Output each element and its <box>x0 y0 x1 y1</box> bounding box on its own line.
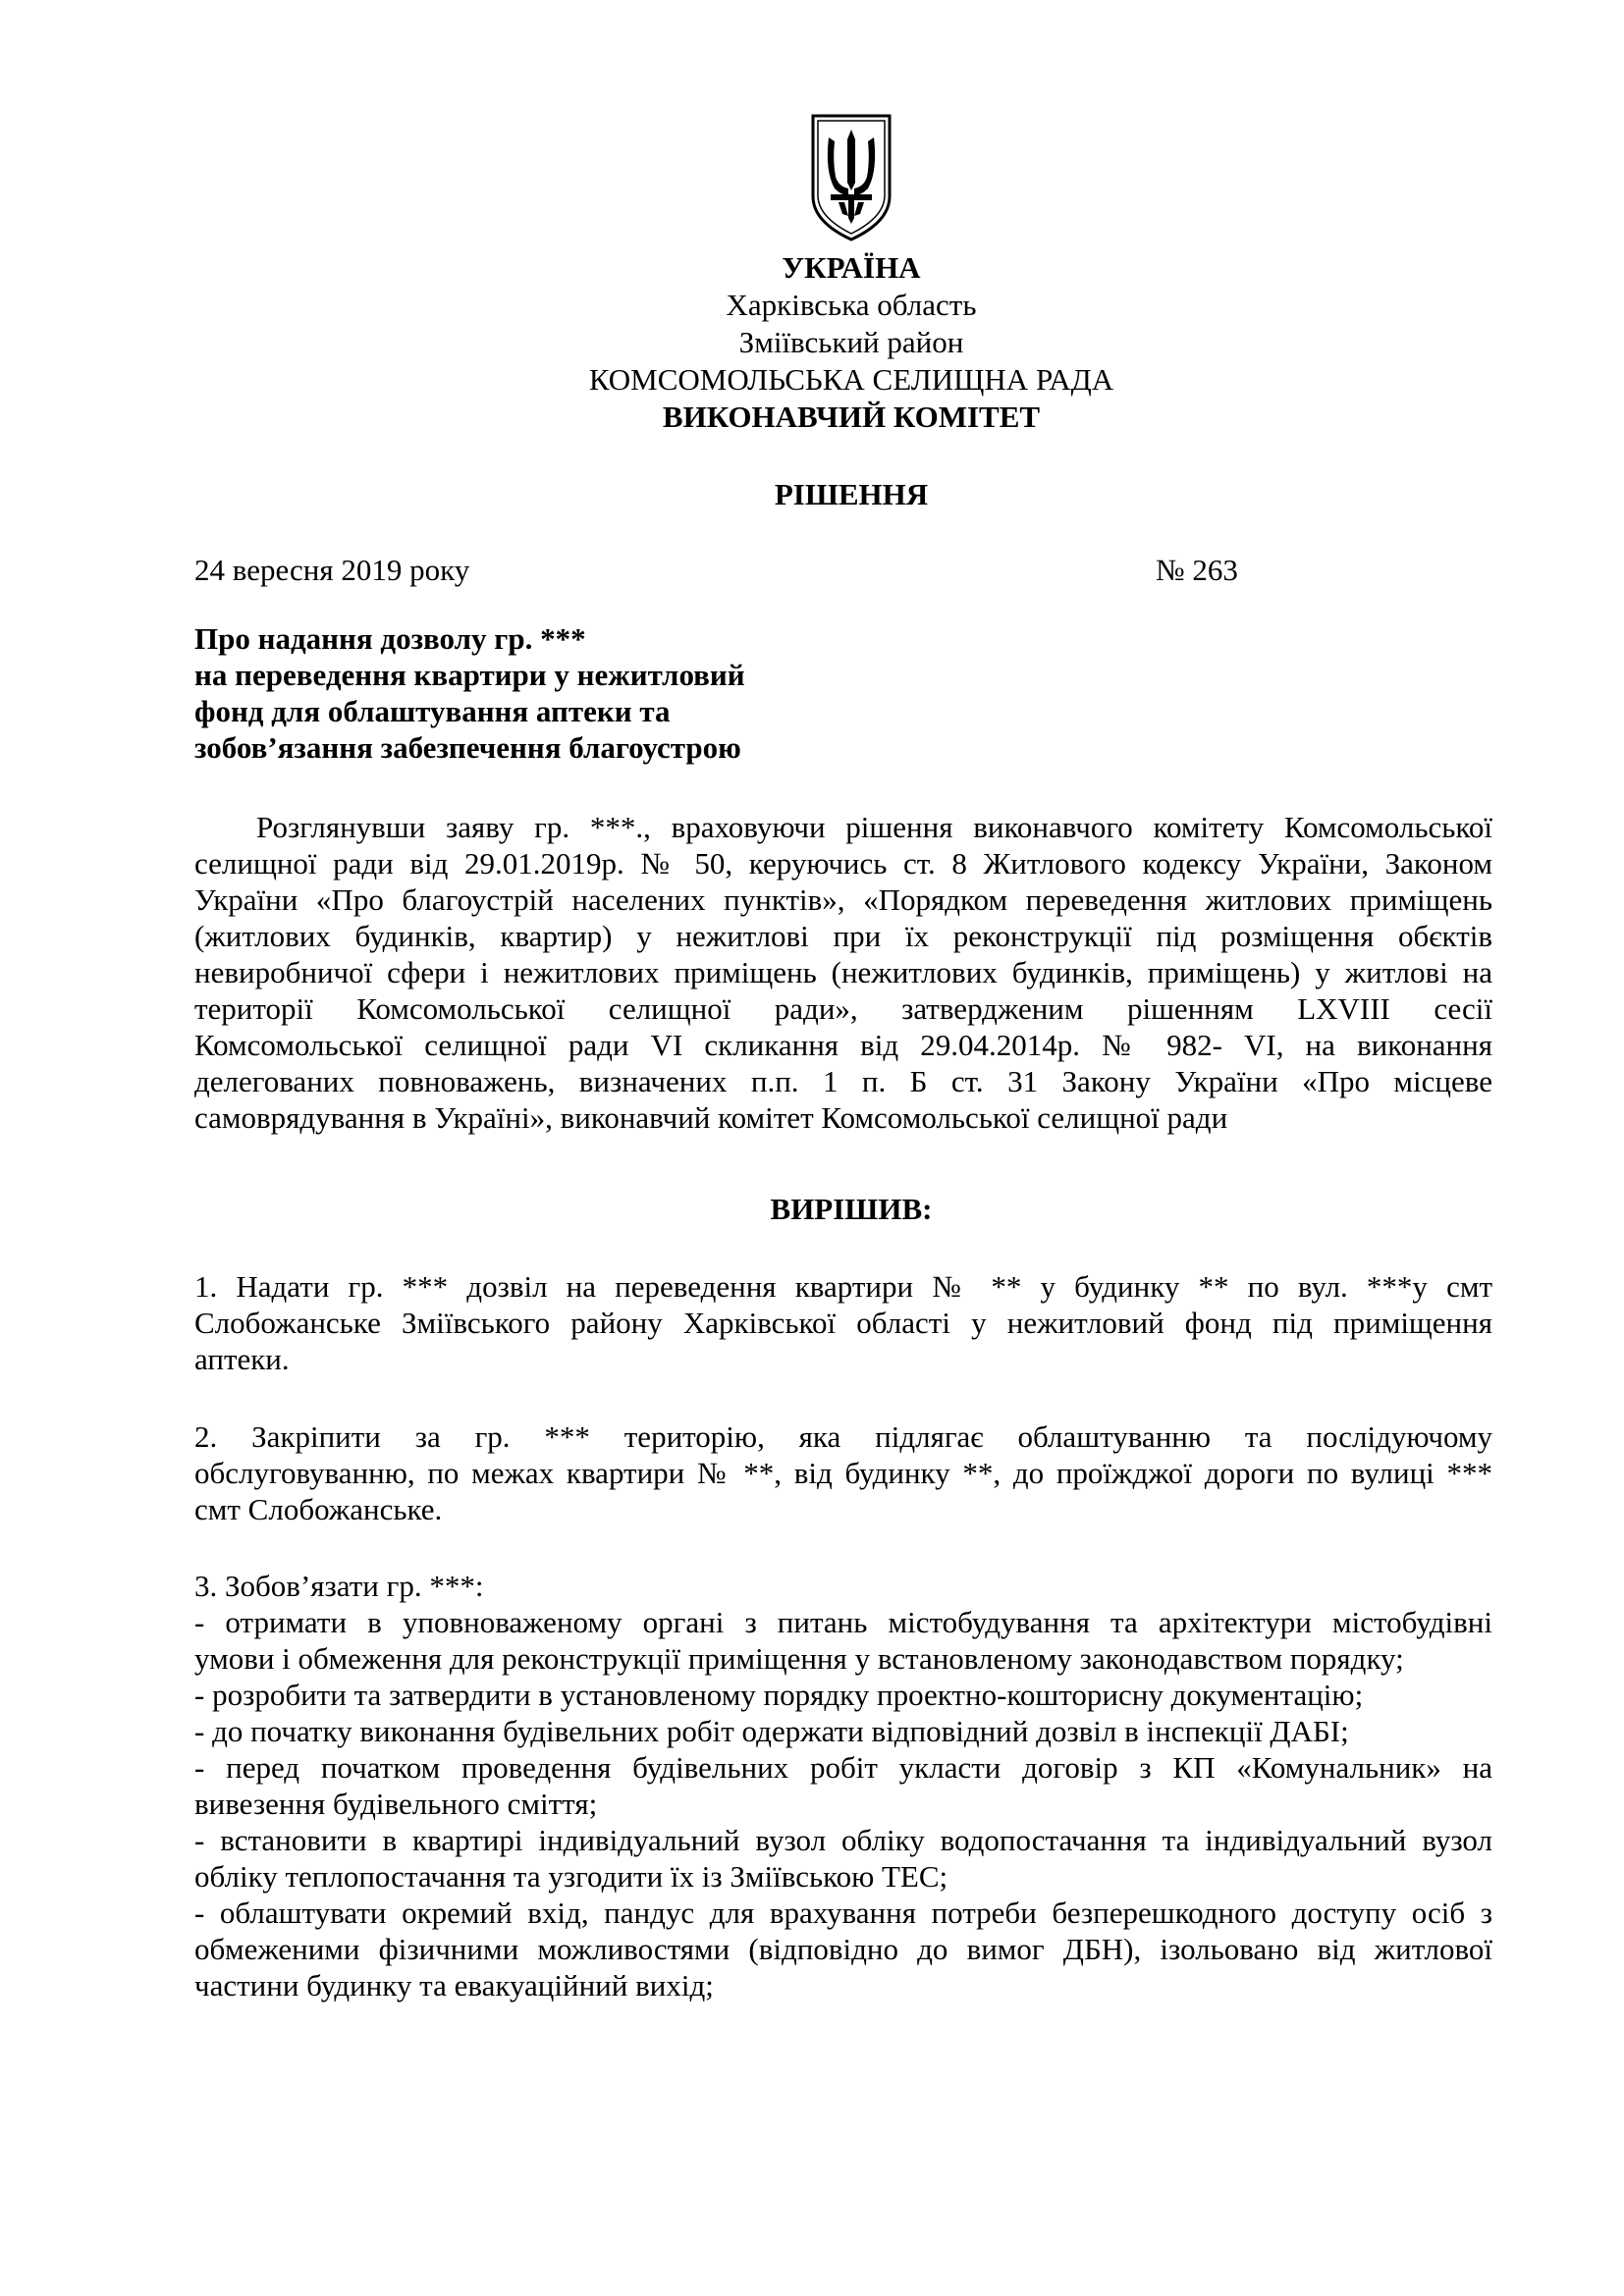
preamble-paragraph <box>194 809 1492 1136</box>
decision-subject <box>194 620 745 766</box>
item-line: - перед початком проведення будівельних робіт укласти договір з КП «Комунальник» на <box>194 1750 1492 1785</box>
document-type-title: РІШЕННЯ <box>774 477 929 511</box>
committee-line: ВИКОНАВЧИЙ КОМІТЕТ <box>662 400 1041 434</box>
item-line: - встановити в квартирі індивідуальний вузол обліку водопостачання та індивідуальний вузол <box>194 1823 1492 1857</box>
item-line: смт Слобожанське. <box>194 1492 443 1526</box>
item-line: - розробити та затвердити в установленому порядку проектно-кошторисну документацію; <box>194 1678 1364 1712</box>
preamble-line: самоврядування в Україні», виконавчий комітет Комсомольської селищної ради <box>194 1100 1228 1135</box>
preamble-line: (житлових будинків, квартир) у нежитлові при їх реконструкції під розміщення обєктів <box>194 919 1492 953</box>
item-line: обмеженими фізичними можливостями (відповідно до вимог ДБН), ізольовано від житлової <box>194 1932 1492 1966</box>
decision-item-2 <box>194 1418 1492 1527</box>
item-line: 1. Надати гр. *** дозвіл на переведення квартири № ** у будинку ** по вул. ***у смт <box>194 1269 1492 1304</box>
item-line: Слобожанське Зміївського району Харківської області у нежитловий фонд під приміщення <box>194 1306 1492 1340</box>
coat-of-arms-icon <box>809 112 893 243</box>
item-line: умови і обмеження для реконструкції приміщення у встановленому законодавством порядку; <box>194 1641 1404 1676</box>
item-line: 3. Зобов’язати гр. ***: <box>194 1569 484 1603</box>
subject-line: Про надання дозволу гр. *** <box>194 621 586 656</box>
item-line: частини будинку та евакуаційний вихід; <box>194 1968 714 2002</box>
item-line: вивезення будівельного сміття; <box>194 1787 598 1821</box>
subject-line: на переведення квартири у нежитловий <box>194 658 745 692</box>
subject-line: зобов’язання забезпечення благоустрою <box>194 730 741 765</box>
item-line: обслуговуванню, по межах квартири № **, від будинку **, до проїжджої дороги по вулиці *** <box>194 1456 1492 1490</box>
item-line: - отримати в уповноваженому органі з питань містобудування та архітектури містобудівні <box>194 1605 1492 1639</box>
decision-item-1 <box>194 1268 1492 1377</box>
decision-date: 24 вересня 2019 року <box>194 553 470 587</box>
decided-heading: ВИРІШИВ: <box>770 1192 933 1226</box>
preamble-line: делегованих повноважень, визначених п.п. 1 п. Б ст. 31 Закону України «Про місцеве <box>194 1064 1492 1098</box>
preamble-line: Розглянувши заяву гр. ***., враховуючи рішення виконавчого комітету Комсомольської <box>256 810 1492 844</box>
item-line: 2. Закріпити за гр. *** територію, яка підлягає облаштуванню та послідуючому <box>194 1419 1492 1454</box>
item-line: аптеки. <box>194 1342 290 1376</box>
preamble-line: невиробничої сфери і нежитлових приміщень (нежитлових будинків, приміщень) у житлові на <box>194 955 1492 989</box>
preamble-line: України «Про благоустрій населених пунктів», «Порядком переведення житлових приміщень <box>194 882 1492 917</box>
region-line: Харківська область <box>726 288 977 322</box>
item-line: обліку теплопостачання та узгодити їх із Зміївською ТЕС; <box>194 1859 948 1894</box>
decision-number: № 263 <box>1156 553 1238 587</box>
country-title: УКРАЇНА <box>782 250 921 285</box>
preamble-line: території Комсомольської селищної ради», затвердженим рішенням LXVIII сесії <box>194 991 1492 1026</box>
council-line: КОМСОМОЛЬСЬКА СЕЛИЩНА РАДА <box>588 362 1114 397</box>
item-line: - облаштувати окремий вхід, пандус для врахування потреби безперешкодного доступу осіб з <box>194 1896 1492 1930</box>
subject-line: фонд для облаштування аптеки та <box>194 694 671 728</box>
item-line: - до початку виконання будівельних робіт одержати відповідний дозвіл в інспекції ДАБІ; <box>194 1714 1349 1748</box>
preamble-line: селищної ради від 29.01.2019р. № 50, керуючись ст. 8 Житлового кодексу України, Законом <box>194 846 1492 881</box>
district-line: Зміївський район <box>738 325 964 359</box>
decision-item-3 <box>194 1568 1492 2003</box>
preamble-line: Комсомольської селищної ради VI скликання від 29.04.2014р. № 982- VI, на виконання <box>194 1028 1492 1062</box>
